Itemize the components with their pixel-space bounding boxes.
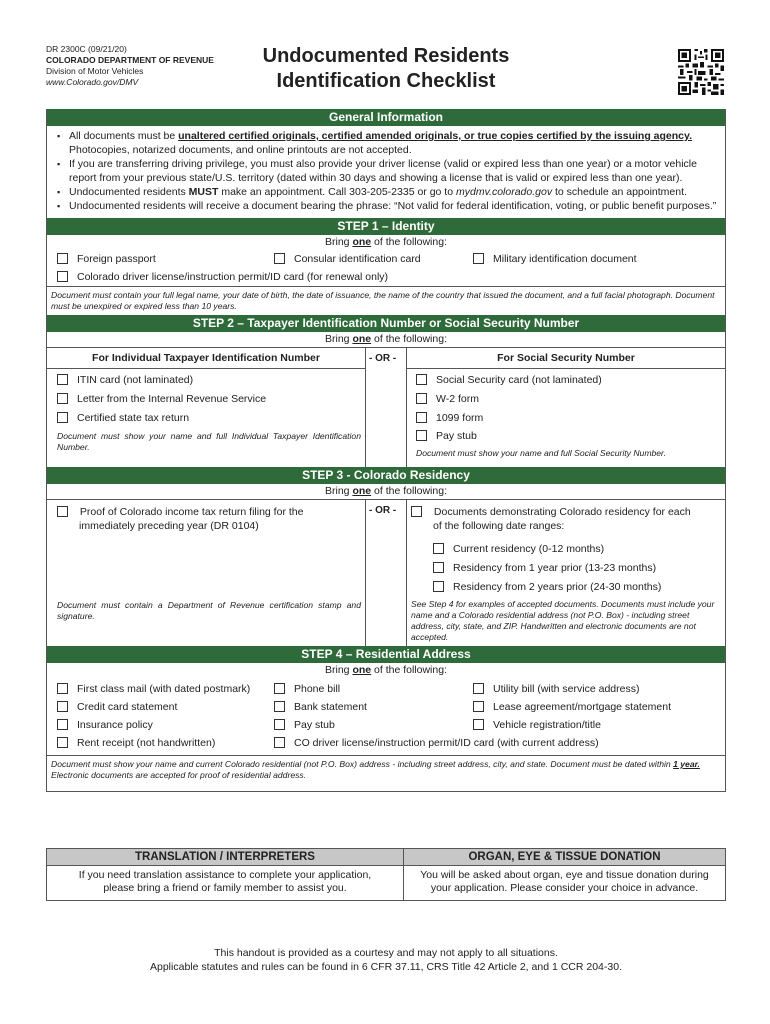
translation-line-2: please bring a friend or family member to assist you.	[103, 882, 347, 894]
option-label: Utility bill (with service address)	[493, 683, 640, 695]
checkbox[interactable]	[274, 701, 285, 712]
colorado-license-option[interactable]	[57, 270, 388, 284]
checkbox[interactable]	[416, 393, 427, 404]
checkbox[interactable]	[274, 719, 285, 730]
division-name: Division of Motor Vehicles	[46, 66, 144, 76]
note-text: Electronic documents are accepted for proof of residential address.	[51, 770, 307, 780]
bring-one-label	[47, 484, 725, 499]
checkbox[interactable]	[57, 683, 68, 694]
donation-heading: ORGAN, EYE & TISSUE DONATION	[404, 849, 725, 866]
option-label: CO driver license/instruction permit/ID card (with current address)	[294, 737, 599, 749]
bring-text: Bring	[325, 485, 353, 497]
translation-line-1: If you need translation assistance to complete your application,	[78, 869, 372, 881]
bring-emphasis: one	[352, 485, 372, 497]
checkbox[interactable]	[57, 701, 68, 712]
itin-column-heading: For Individual Taxpayer Identification Number	[92, 352, 320, 364]
bring-emphasis: one	[352, 236, 372, 248]
rent-receipt-option[interactable]	[57, 736, 215, 750]
bullet-text: Photocopies, notarized documents, and online printouts are not accepted.	[69, 144, 412, 156]
checkbox[interactable]	[416, 412, 427, 423]
checkbox[interactable]	[433, 562, 444, 573]
checkbox[interactable]	[433, 581, 444, 592]
bring-text: of the following:	[371, 333, 447, 345]
option-label: W-2 form	[436, 393, 479, 405]
step4-heading: STEP 4 – Residential Address	[47, 646, 725, 663]
page-header	[46, 44, 726, 104]
co-license-address-option[interactable]	[274, 736, 599, 750]
ssn-note: Document must show your name and full Social Security Number.	[416, 448, 666, 458]
option-label: Credit card statement	[77, 701, 178, 713]
w2-form-option[interactable]	[416, 392, 479, 406]
donation-body	[404, 866, 725, 895]
checkbox[interactable]	[57, 506, 68, 517]
checkbox[interactable]	[57, 719, 68, 730]
step4-note	[47, 755, 725, 792]
step3-table	[47, 499, 725, 646]
option-label: Military identification document	[493, 253, 637, 265]
itin-card-option[interactable]	[57, 373, 193, 387]
option-label: Residency from 1 year prior (13-23 months)	[453, 562, 657, 574]
option-label: Consular identification card	[294, 253, 421, 265]
checkbox[interactable]	[473, 701, 484, 712]
option-label-line2: immediately preceding year (DR 0104)	[79, 520, 259, 532]
first-class-mail-option[interactable]	[57, 682, 250, 696]
checkbox[interactable]	[416, 430, 427, 441]
bring-text: Bring	[325, 236, 353, 248]
donation-box	[404, 849, 725, 900]
1099-form-option[interactable]	[416, 411, 483, 425]
option-label: ITIN card (not laminated)	[77, 374, 194, 386]
bring-text: of the following:	[371, 236, 447, 248]
option-label: Letter from the Internal Revenue Service	[77, 393, 267, 405]
checklist-form	[46, 109, 726, 792]
bring-emphasis: one	[352, 664, 372, 676]
bring-one-label	[47, 332, 725, 347]
info-table	[46, 848, 726, 901]
checkbox[interactable]	[57, 737, 68, 748]
checkbox[interactable]	[473, 253, 484, 264]
pay-stub-option[interactable]	[416, 429, 477, 443]
step2-table	[47, 347, 725, 467]
insurance-policy-option[interactable]	[57, 718, 153, 732]
bullet-text: to schedule an appointment.	[552, 186, 687, 198]
bank-statement-option[interactable]	[274, 700, 367, 714]
bullet-emphasis: MUST	[188, 186, 219, 198]
checkbox[interactable]	[274, 683, 285, 694]
income-tax-return-option[interactable]	[57, 505, 303, 533]
option-label: Foreign passport	[77, 253, 156, 265]
or-label: - OR -	[369, 353, 397, 364]
bring-emphasis: one	[352, 333, 372, 345]
donation-line-2: your application. Please consider your choice in advance.	[430, 882, 699, 894]
department-name: COLORADO DEPARTMENT OF REVENUE	[46, 55, 214, 65]
bullet-text: Undocumented residents	[69, 186, 189, 198]
option-label: Pay stub	[436, 430, 477, 442]
bullet-text: make an appointment. Call 303-205-2335 or go to	[218, 186, 456, 198]
state-tax-return-option[interactable]	[57, 411, 189, 425]
foreign-passport-option[interactable]	[57, 252, 156, 266]
general-bullet-3	[55, 185, 717, 199]
residency-range-2-years[interactable]	[433, 580, 661, 594]
bring-text: Bring	[325, 333, 353, 345]
consular-id-option[interactable]	[274, 252, 421, 266]
translation-body	[47, 866, 403, 895]
checkbox[interactable]	[57, 393, 68, 404]
step3-heading: STEP 3 - Colorado Residency	[47, 467, 725, 484]
option-label: Rent receipt (not handwritten)	[77, 737, 216, 749]
income-tax-note: Document must contain a Department of Revenue certification stamp and signature.	[57, 600, 361, 621]
divider	[406, 500, 407, 646]
option-label: Current residency (0-12 months)	[453, 543, 605, 555]
option-label-line2: of the following date ranges:	[433, 520, 565, 532]
qr-code-icon	[678, 46, 724, 98]
itin-note: Document must show your name and full Individual Taxpayer Identification Number.	[57, 431, 361, 452]
title-line-2: Identification Checklist	[276, 70, 496, 92]
appointment-link[interactable]: mydmv.colorado.gov	[455, 186, 553, 198]
translation-heading: TRANSLATION / INTERPRETERS	[47, 849, 403, 866]
bring-text: of the following:	[371, 664, 447, 676]
residency-note: See Step 4 for examples of accepted documents. Documents must include your name and a Colorado residential address (not P.O. Box) - including street address, city, state, and ZIP. Handwritten and electronic documents are not accepted.	[411, 599, 715, 642]
credit-card-statement-option[interactable]	[57, 700, 177, 714]
phone-bill-option[interactable]	[274, 682, 340, 696]
option-label: Colorado driver license/instruction permit/ID card (for renewal only)	[77, 271, 389, 283]
form-id: DR 2300C (09/21/20)	[46, 44, 127, 54]
bring-one-label	[47, 663, 725, 678]
checkbox[interactable]	[57, 271, 68, 282]
website-link[interactable]: www.Colorado.gov/DMV	[46, 77, 139, 87]
option-label: First class mail (with dated postmark)	[77, 683, 251, 695]
bring-text: of the following:	[371, 485, 447, 497]
option-label: Residency from 2 years prior (24-30 months)	[453, 581, 662, 593]
or-label: - OR -	[369, 505, 397, 516]
checkbox[interactable]	[433, 543, 444, 554]
residency-range-1-year[interactable]	[433, 561, 656, 575]
checkbox[interactable]	[57, 253, 68, 264]
agency-block	[46, 44, 214, 88]
footer-line-1: This handout is provided as a courtesy and may not apply to all situations.	[214, 947, 558, 959]
checkbox[interactable]	[473, 719, 484, 730]
title-line-1: Undocumented Residents	[262, 45, 510, 67]
option-label: Vehicle registration/title	[493, 719, 601, 731]
option-label: Phone bill	[294, 683, 341, 695]
general-info-heading: General Information	[47, 109, 725, 126]
option-label: Lease agreement/mortgage statement	[493, 701, 672, 713]
checkbox[interactable]	[473, 683, 484, 694]
checkbox[interactable]	[416, 374, 427, 385]
step1-note: Document must contain your full legal name, your date of birth, the date of issuance, the name of the country that issued the document, and a full facial photograph. Document must be unexpired or expired less than 10 years.	[47, 286, 725, 315]
donation-line-1: You will be asked about organ, eye and tissue donation during	[420, 869, 709, 881]
page-title	[236, 44, 536, 94]
ssn-column-heading: For Social Security Number	[497, 352, 635, 364]
lease-agreement-option[interactable]	[473, 700, 671, 714]
step4-options	[47, 678, 725, 792]
ssn-card-option[interactable]	[416, 373, 602, 387]
step1-options-row2	[47, 268, 725, 286]
residency-documents-option[interactable]	[411, 505, 691, 533]
general-bullet-4: ▪ Undocumented residents will receive a document bearing the phrase: “Not valid for federal identification, voting, or public benefit purposes.”	[55, 199, 717, 213]
irs-letter-option[interactable]	[57, 392, 266, 406]
option-label: Insurance policy	[77, 719, 153, 731]
general-info-section	[47, 126, 725, 218]
option-label: Bank statement	[294, 701, 367, 713]
divider	[365, 348, 366, 467]
residency-range-current[interactable]	[433, 542, 604, 556]
checkbox[interactable]	[57, 374, 68, 385]
pay-stub-option[interactable]	[274, 718, 335, 732]
military-id-option[interactable]	[473, 252, 637, 266]
option-label: Certified state tax return	[77, 412, 190, 424]
note-text: Document must show your name and current Colorado residential (not P.O. Box) address - including street address, city, and state. Document must be dated within	[51, 759, 674, 769]
general-bullet-2: ▪ If you are transferring driving privilege, you must also provide your driver license (valid or expired less than one year) or a motor vehicle report from your previous state/U.S. territory (dated within 30 days and showing a license that is valid or expired less than one year).	[55, 157, 717, 185]
option-label: Proof of Colorado income tax return filing for the	[79, 506, 304, 518]
option-label: Pay stub	[294, 719, 335, 731]
divider	[365, 500, 366, 646]
bring-text: Bring	[325, 664, 353, 676]
footer-line-2: Applicable statutes and rules can be found in 6 CFR 37.11, CRS Title 42 Article 2, and 1 CCR 204-30.	[150, 961, 622, 973]
bullet-emphasis: unaltered certified originals, certified amended originals, or true copies certified by the issuing agency.	[178, 130, 692, 142]
option-label: 1099 form	[436, 412, 484, 424]
page-footer	[46, 946, 726, 974]
checkbox[interactable]	[411, 506, 422, 517]
step1-options-row1	[47, 250, 725, 268]
step2-heading: STEP 2 – Taxpayer Identification Number or Social Security Number	[47, 315, 725, 332]
checkbox[interactable]	[57, 412, 68, 423]
translation-box	[47, 849, 404, 900]
note-emphasis: 1 year.	[673, 759, 700, 769]
utility-bill-option[interactable]	[473, 682, 639, 696]
step1-heading: STEP 1 – Identity	[47, 218, 725, 235]
option-label: Documents demonstrating Colorado residency for each	[433, 506, 691, 518]
general-bullet-1	[55, 129, 717, 157]
checkbox[interactable]	[274, 737, 285, 748]
vehicle-registration-option[interactable]	[473, 718, 601, 732]
option-label: Social Security card (not laminated)	[436, 374, 602, 386]
checkbox[interactable]	[274, 253, 285, 264]
bullet-text: All documents must be	[69, 130, 179, 142]
bring-one-label	[47, 235, 725, 250]
